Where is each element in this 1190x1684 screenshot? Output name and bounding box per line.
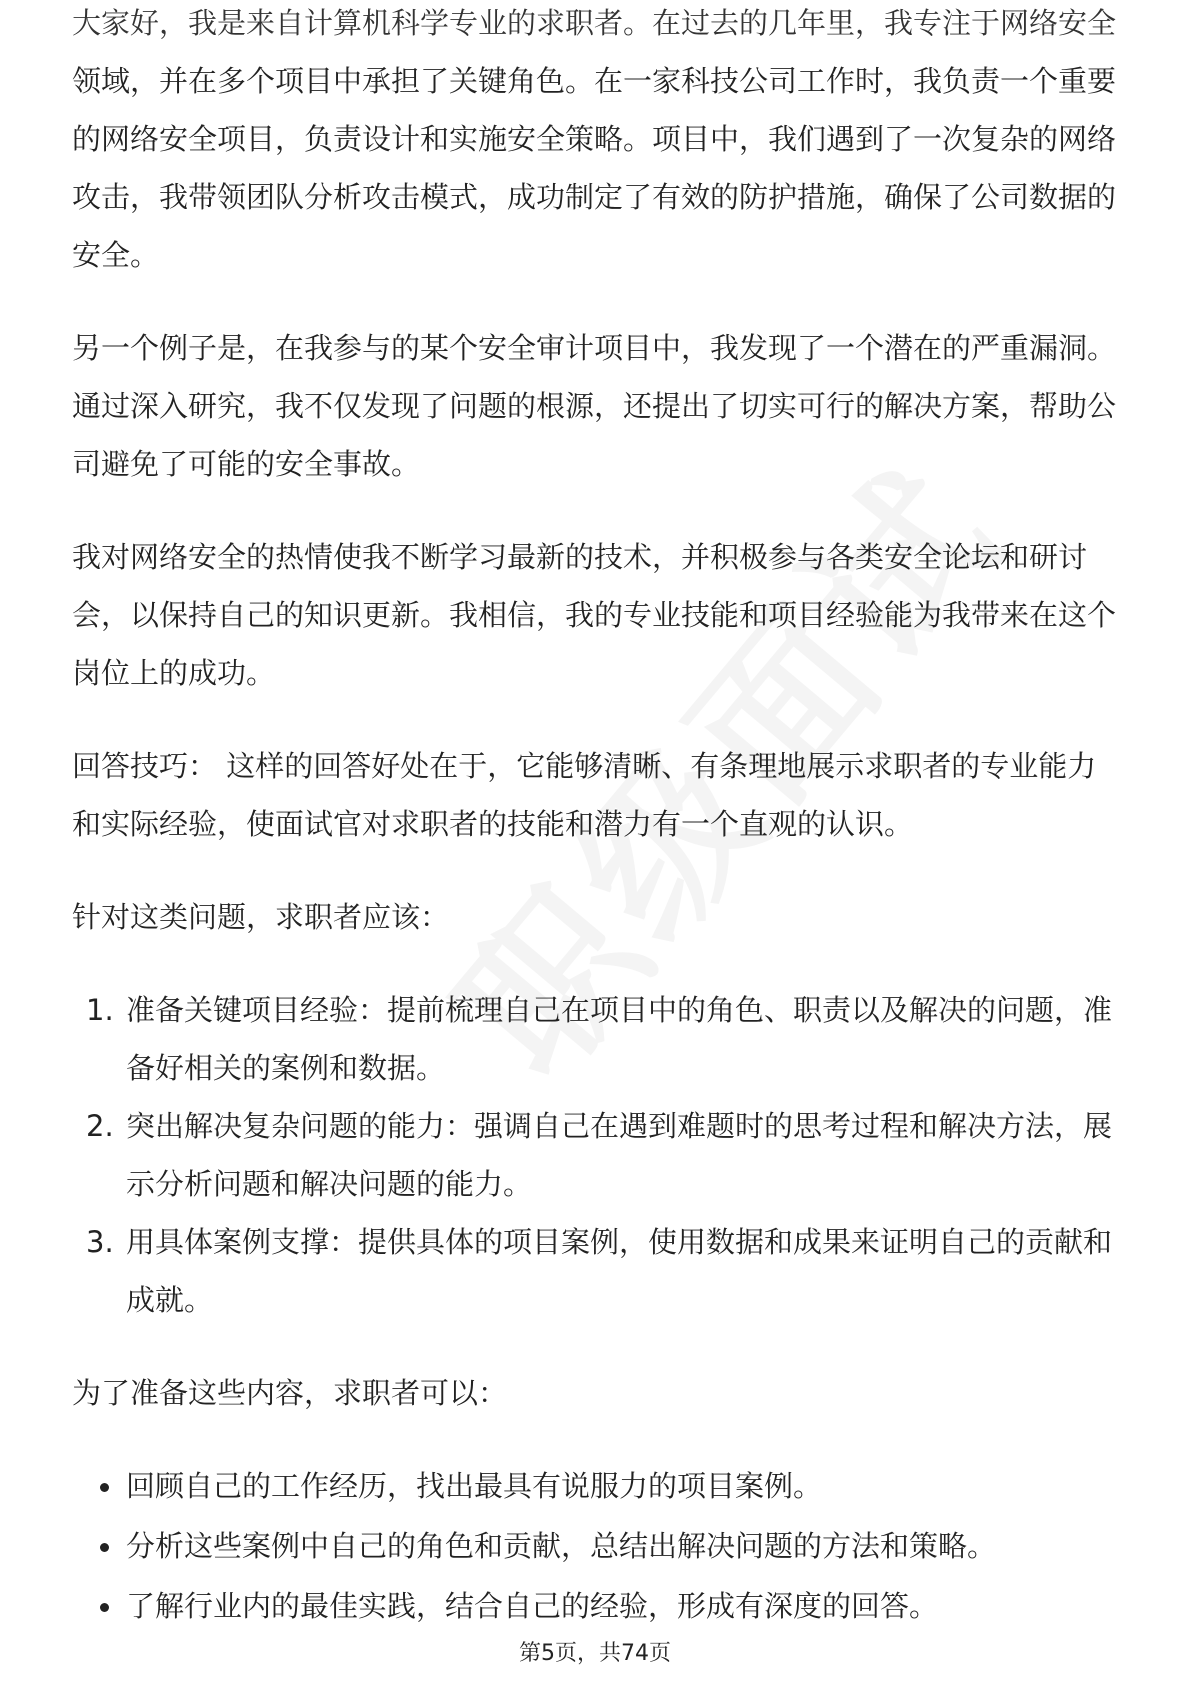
bullet-list-item bbox=[72, 1457, 1122, 1515]
list-item-text: 准备关键项目经验：提前梳理自己在项目中的角色、职责以及解决的问题，准备好相关的案例和数据。 bbox=[126, 993, 1113, 1085]
bullet-list bbox=[72, 1457, 1122, 1635]
paragraph-passion: 我对网络安全的热情使我不断学习最新的技术，并积极参与各类安全论坛和研讨会，以保持自己的知识更新。我相信，我的专业技能和项目经验能为我带来在这个岗位上的成功。 bbox=[72, 540, 1117, 690]
document-body bbox=[72, 6, 1122, 1670]
list-number: 1. bbox=[86, 993, 114, 1027]
clipped-top-line bbox=[72, 6, 1122, 52]
bullet-dot-icon bbox=[100, 1483, 109, 1492]
list-number: 3. bbox=[86, 1225, 114, 1259]
ordered-list bbox=[72, 981, 1122, 1329]
list-number: 2. bbox=[86, 1109, 114, 1143]
ordered-list-item bbox=[72, 1097, 1122, 1213]
ordered-list-item bbox=[72, 981, 1122, 1097]
paragraph-answer-tips: 回答技巧： 这样的回答好处在于，它能够清晰、有条理地展示求职者的专业能力和实际经验，使面试官对求职者的技能和潜力有一个直观的认识。 bbox=[72, 749, 1097, 841]
bullet-list-item bbox=[72, 1577, 1122, 1635]
list-item-text: 用具体案例支撑：提供具体的项目案例，使用数据和成果来证明自己的贡献和成就。 bbox=[126, 1225, 1113, 1317]
bullet-dot-icon bbox=[100, 1603, 109, 1612]
bullet-item-text: 了解行业内的最佳实践，结合自己的经验，形成有深度的回答。 bbox=[126, 1589, 939, 1623]
bullet-dot-icon bbox=[100, 1543, 109, 1552]
clipped-top-line-text: 大家好，我是来自计算机科学专业的求职者。在过去的几年里，我专注于网络安全 bbox=[72, 6, 1117, 40]
paragraph-prepare: 为了准备这些内容，求职者可以： bbox=[72, 1376, 508, 1410]
page-footer: 第5页，共74页 bbox=[519, 1641, 671, 1666]
paragraph-should-do: 针对这类问题，求职者应该： bbox=[72, 900, 450, 934]
bullet-item-text: 回顾自己的工作经历，找出最具有说服力的项目案例。 bbox=[126, 1469, 823, 1503]
paragraph-audit-example: 另一个例子是，在我参与的某个安全审计项目中，我发现了一个潜在的严重漏洞。通过深入研究，我不仅发现了问题的根源，还提出了切实可行的解决方案，帮助公司避免了可能的安全事故。 bbox=[72, 331, 1117, 481]
list-item-text: 突出解决复杂问题的能力：强调自己在遇到难题时的思考过程和解决方法，展示分析问题和解决问题的能力。 bbox=[126, 1109, 1113, 1201]
ordered-list-item bbox=[72, 1213, 1122, 1329]
paragraph-project-experience: 领域，并在多个项目中承担了关键角色。在一家科技公司工作时，我负责一个重要的网络安全项目，负责设计和实施安全策略。项目中，我们遇到了一次复杂的网络攻击，我带领团队分析攻击模式，成功制定了有效的防护措施，确保了公司数据的安全。 bbox=[72, 64, 1117, 272]
bullet-list-item bbox=[72, 1517, 1122, 1575]
bullet-item-text: 分析这些案例中自己的角色和贡献，总结出解决问题的方法和策略。 bbox=[126, 1529, 997, 1563]
